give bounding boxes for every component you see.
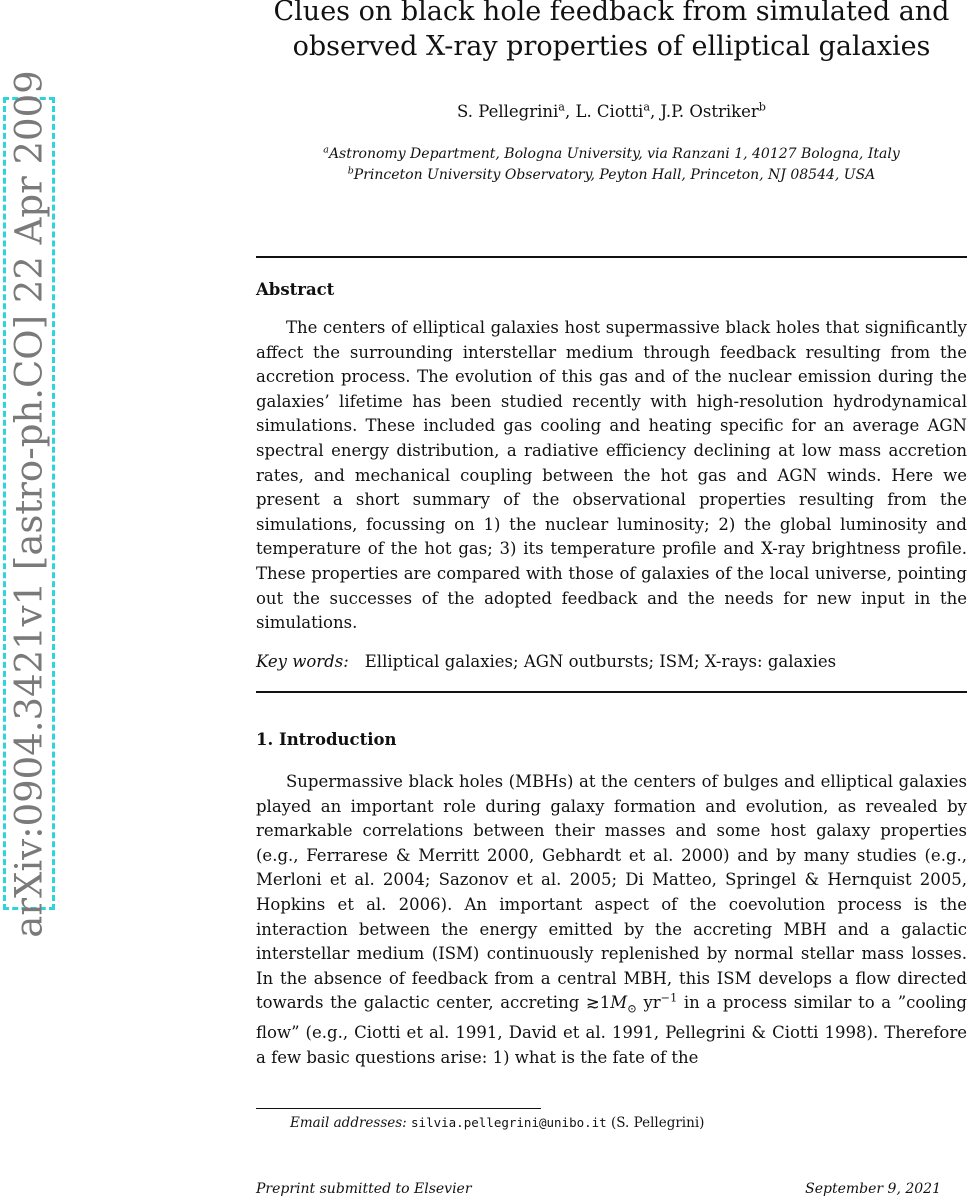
affiliation-a xyxy=(256,144,967,165)
title-line-2: observed X-ray properties of elliptical galaxies xyxy=(292,31,931,62)
title-line-1: Clues on black hole feedback from simulated and xyxy=(273,0,950,27)
author-affiliation-mark: a xyxy=(558,100,565,114)
footer-date: September 9, 2021 xyxy=(805,1181,941,1197)
footnote-email xyxy=(290,1115,704,1131)
footnote-rule xyxy=(256,1108,541,1109)
arxiv-identifier-stamp xyxy=(3,69,55,938)
arxiv-id-text: arXiv:0904.3421v1 [astro-ph.CO] 22 Apr 2009 xyxy=(7,69,51,938)
abstract-bottom-rule xyxy=(256,691,967,693)
section-heading-introduction: 1. Introduction xyxy=(256,730,397,749)
introduction-paragraph xyxy=(256,770,967,1070)
abstract-heading: Abstract xyxy=(256,280,335,299)
paper-title xyxy=(256,0,967,64)
author-name: S. Pellegrini xyxy=(457,102,559,121)
email-owner: (S. Pellegrini) xyxy=(611,1115,705,1131)
keywords-text: Elliptical galaxies; AGN outbursts; ISM; X-rays: galaxies xyxy=(364,652,837,671)
affiliation-text: Astronomy Department, Bologna University, via Ranzani 1, 40127 Bologna, Italy xyxy=(328,146,900,162)
rate-exponent: −1 xyxy=(660,991,678,1005)
author-list: S. Pellegrini$^a$, L. Ciotti$^a$, J.P. Ostriker$^b$ xyxy=(457,100,766,121)
footnote-label: Email addresses: xyxy=(290,1115,407,1131)
preprint-note: Preprint submitted to Elsevier xyxy=(256,1181,472,1197)
affiliation-b xyxy=(256,165,967,186)
abstract-top-rule xyxy=(256,256,967,258)
affiliation-text: Princeton University Observatory, Peyton Hall, Princeton, NJ 08544, USA xyxy=(353,167,876,183)
affiliation-mark: a xyxy=(323,144,329,156)
affiliation-mark: b xyxy=(347,165,354,177)
keywords-label: Key words: xyxy=(256,652,349,671)
email-address[interactable]: silvia.pellegrini@unibo.it xyxy=(411,1115,607,1130)
intro-text-part1: Supermassive black holes (MBHs) at the centers of bulges and elliptical galaxies played an important role during galaxy formation and evolution, as revealed by remarkable correlations between their masses and some host galaxy properties (e.g., Ferrarese & Merritt 2000, Gebhardt et al. 2000) and by many studies (e.g., Merloni et al. 2004; Sazonov et al. 2005; Di Matteo, Springel & Hernquist 2005, Hopkins et al. 2006). An important aspect of the coevolution process is the interaction between the energy emitted by the accreting MBH and a galactic interstellar medium (ISM) continuously replenished by normal stellar mass losses. In the absence of feedback from a central MBH, this ISM develops a flow directed towards the galactic center, accreting xyxy=(256,772,967,1013)
solar-mass-symbol: M xyxy=(610,993,628,1013)
author-name: L. Ciotti xyxy=(575,102,644,121)
solar-subscript: ⊙ xyxy=(627,1001,637,1016)
author-affiliation-mark: a xyxy=(643,100,651,114)
accretion-rate-value: ≳1 xyxy=(585,993,611,1013)
rate-unit: yr xyxy=(636,993,661,1013)
author-affiliation-mark: b xyxy=(758,100,766,114)
abstract-text: The centers of elliptical galaxies host supermassive black holes that significantly affect the surrounding interstellar medium through feedback resulting from the accretion process. The evolution of this gas and of the nuclear emission during the galaxies’ lifetime has been studied recently with high-resolution hydrodynamical simulations. These included gas cooling and heating specific for an average AGN spectral energy distribution, a radiative efficiency declining at low mass accretion rates, and mechanical coupling between the hot gas and AGN winds. Here we present a short summary of the observational properties resulting from the simulations, focussing on 1) the nuclear luminosity; 2) the global luminosity and temperature of the hot gas; 3) its temperature profile and X-ray brightness profile. These properties are compared with those of galaxies of the local universe, pointing out the successes of the adopted feedback and the needs for new input in the simulations. xyxy=(256,318,967,633)
intro-text-part2: in a process similar to a ”cooling flow” (e.g., Ciotti et al. 1991, David et al. 1991, Pellegrini & Ciotti 1998). Therefore a few basic questions arise: 1) what is the fate of the xyxy=(256,993,967,1067)
author-name: J.P. Ostriker xyxy=(660,102,759,121)
keywords xyxy=(256,652,836,671)
